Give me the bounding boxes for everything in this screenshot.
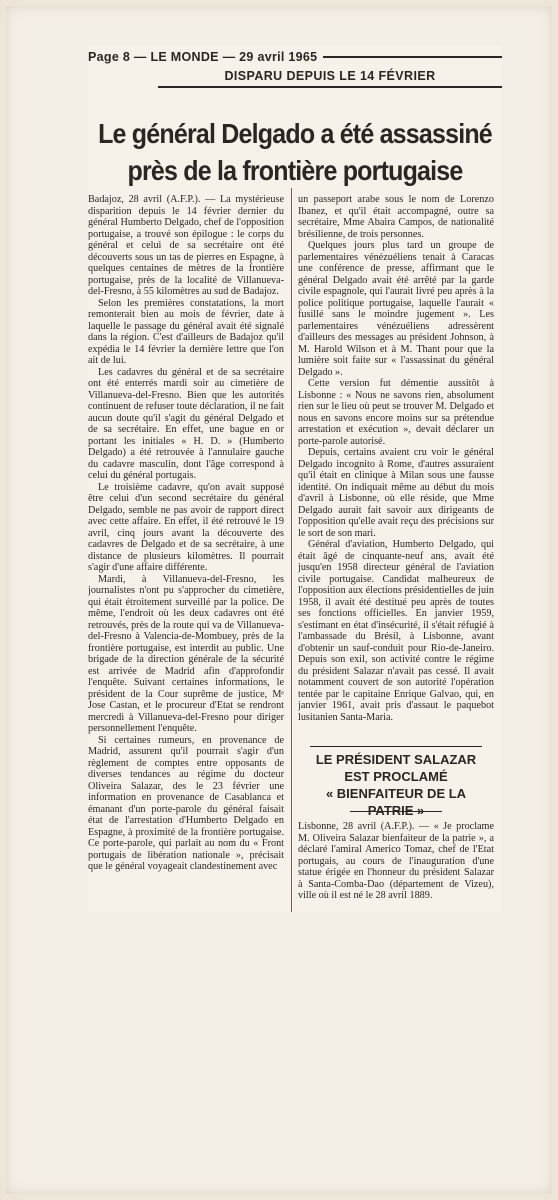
box-headline-line-3: « BIENFAITEUR DE LA PATRIE »	[325, 786, 467, 818]
box-headline-line-2: EST PROCLAMÉ	[344, 769, 448, 784]
article-paragraph: Le troisième cadavre, qu'on avait supposé être celui d'un second secrétaire du général Delgado, semble ne pas avoir de rapport direct avec cette affaire. En effet, il été retrouvé le 19 avril, cinq jours avant la découverte des cadavres de Delgado et de sa secrétaire, à une distance de plusieurs kilomètres. Il pourrait s'agir d'une affaire différente.	[88, 481, 284, 573]
article-paragraph: un passeport arabe sous le nom de Lorenzo Ibanez, et qu'il était accompagné, outre sa secrétaire, Mme Abaira Campos, de nationalité brésilienne, de trois personnes.	[298, 194, 494, 240]
article-column-left	[88, 194, 284, 912]
column-divider	[291, 188, 292, 912]
scan-sheet	[6, 6, 552, 1194]
box-headline	[310, 751, 482, 819]
headline	[88, 116, 502, 190]
box-paragraph: Lisbonne, 28 avril (A.F.P.). — « Je proclame M. Oliveira Salazar bienfaiteur de la patrie », a déclaré l'amiral Americo Tomaz, chef de l'Etat portugais, au cours de l'inauguration d'une statue érigée en l'honneur du président Salazar à Santa-Comba-Dao (département de Vizeu), ville où il est né le 28 avril 1889.	[298, 821, 494, 901]
article-paragraph: Depuis, certains avaient cru voir le général Delgado incognito à Rome, d'autres assuraient qu'il était en clinique à Milan sous une fausse identité. On indiquait même au début du mois d'avril à Lisbonne, où elle réside, que Mme Delgado aurait fait savoir aux dirigeants de l'opposition qu'elle avait reçu des précisions sur le sort de son mari.	[298, 447, 494, 539]
box-rule-top	[310, 746, 482, 747]
article-paragraph: Cette version fut démentie aussitôt à Lisbonne : « Nous ne savons rien, absolument rien sur le lieu où peut se trouver M. Delgado et nous en savons encore moins sur sa prétendue arrestation et exécution », devait déclarer un porte-parole autorisé.	[298, 378, 494, 447]
headline-line-1: Le général Delgado a été assassiné	[98, 118, 492, 150]
article-paragraph: Si certaines rumeurs, en provenance de Madrid, assurent qu'il pourrait s'agir d'un règlement de comptes entre opposants de diverses tendances au régime du docteur Oliveira Salazar, des le 23 février une information en provenance de Casablanca et émanant d'un porte-parole du général faisait état de l'arrestation d'Humberto Delgado en Espagne, à proximité de la frontière portugaise. Ce porte-parole, qui parlait au nom du « Front portugais de libération nationale », précisait que le général voyageait clandestinement avec	[88, 734, 284, 872]
article-paragraph: Quelques jours plus tard un groupe de parlementaires vénézuéliens tenait à Caracas une conférence de presse, affirmant que le général Delgado avait été arrêté par la garde civile espagnole, qui l'aurait livré peu après à la police politique portugaise, laquelle l'aurait « fusillé sans le moindre jugement ». Les parlementaires vénézuéliens adressèrent d'ailleurs des messages au président Johnson, à M. Harold Wilson et à M. Thant pour que la lumière soit faite sur « l'assassinat du général Delgado ».	[298, 240, 494, 378]
article-column-right	[298, 194, 494, 764]
header-text: Page 8 — LE MONDE — 29 avril 1965	[88, 50, 318, 64]
header-rule	[323, 56, 502, 58]
box-rule-bottom	[350, 811, 442, 812]
headline-line-2: près de la frontière portugaise	[127, 155, 463, 187]
article-paragraph: Général d'aviation, Humberto Delgado, qui était âgé de cinquante-neuf ans, avait été jusqu'en 1958 directeur général de l'aviation civile portugaise. Candidat malheureux de l'opposition aux élections présidentielles de juin 1958, il avait été destitué peu après de toutes ses fonctions officielles. En janvier 1959, s'estimant en état d'insécurité, il s'était réfugié à l'ambassade du Brésil, à Lisbonne, avant d'obtenir un sauf-conduit pour Rio-de-Janeiro. Depuis son exil, son activité contre le régime du président Salazar n'avait pas cessé. Il avait notamment couvert de son autorité l'opération tentée par le capitaine Enrique Galvao, qui, en janvier 1961, avait pris d'assaut le paquebot lusitanien Santa-Maria.	[298, 539, 494, 723]
article-paragraph: Selon les premières constatations, la mort remonterait bien au mois de février, date à laquelle le passage du général avait été signalé dans la région. C'est d'ailleurs de Badajoz qu'il expédia le 14 février la dernière lettre que l'on ait de lui.	[88, 297, 284, 366]
article-paragraph: Mardi, à Villanueva-del-Fresno, les journalistes n'ont pu s'approcher du cimetière, qui était étroitement surveillé par la police. De même, l'endroit où les deux cadavres ont été retrouvés, près de la route qui va de Villanueva-del-Fresno à Valencia-de-Mombuey, près de la frontière portugaise, est interdit au public. Une brigade de la direction générale de la sécurité est arrivée de Madrid afin d'approfondir l'enquête. Suivant certaines informations, le président de la Cour suprême de justice, Mᵉ Jose Castan, et le procureur d'Etat se rendront mercredi à Villanueva-del-Fresno pour diriger personnellement l'enquête.	[88, 573, 284, 734]
article-paragraph: Les cadavres du général et de sa secrétaire ont été enterrés mardi soir au cimetière de Villanueva-del-Fresno. Bien que les autorités continuent de refuser toute déclaration, il ne fait aucun doute qu'il s'agit du général Delgado et de sa secrétaire. En effet, une bague en or portant les initiales « H. D. » (Humberto Delgado) a été retrouvée à l'annulaire gauche du cadavre masculin, dont l'âge correspond à celui du général portugais.	[88, 366, 284, 481]
box-headline-line-1: LE PRÉSIDENT SALAZAR	[315, 752, 477, 767]
article-paragraph: Badajoz, 28 avril (A.F.P.). — La mystérieuse disparition depuis le 14 février dernier du général Humberto Delgado, chef de l'opposition portugaise, a trouvé son épilogue : le corps du général et celui de sa secrétaire ont été découverts sous un tas de pierres en Espagne, à quelques centaines de mètres de la frontière portugaise, près de la localité de Villanueva-del-Fresno, à 55 kilomètres au sud de Badajoz.	[88, 194, 284, 297]
subheadline: DISPARU DEPUIS LE 14 FÉVRIER	[158, 69, 502, 88]
page-header	[88, 46, 502, 68]
box-article	[298, 821, 494, 911]
newspaper-clipping	[88, 46, 502, 912]
